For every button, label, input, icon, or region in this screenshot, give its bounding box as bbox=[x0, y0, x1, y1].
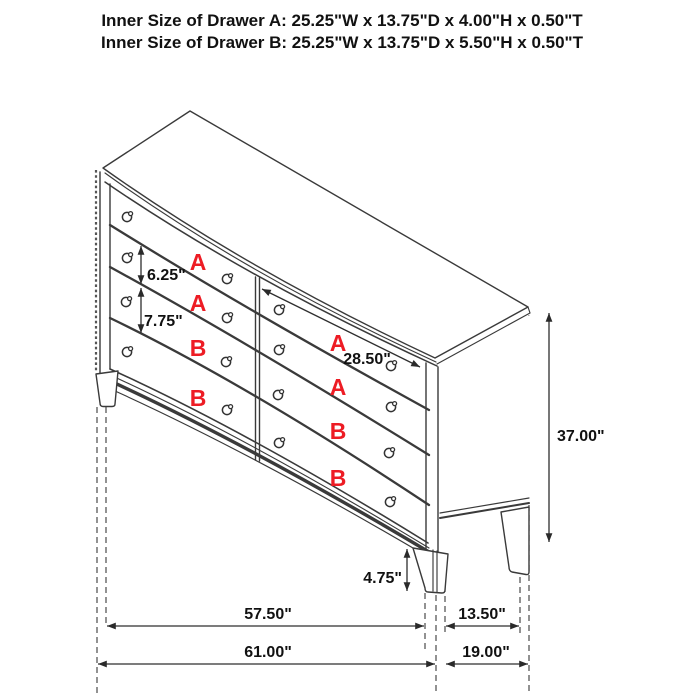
drawer-letter-right-4: B bbox=[329, 465, 347, 491]
dim-leg-span-depth bbox=[446, 606, 519, 626]
drawer-letter-left-3: B bbox=[189, 335, 207, 361]
front-left-leg bbox=[96, 371, 118, 407]
drawer-knob bbox=[386, 402, 396, 412]
title-line-drawer-b: Inner Size of Drawer B: 25.25"W x 13.75"D x 5.50"H x 0.50"T bbox=[100, 33, 584, 52]
dim-drawer-a-height bbox=[141, 246, 186, 284]
dim-label-13-50: 13.50" bbox=[458, 606, 506, 623]
drawer-knob bbox=[122, 347, 132, 357]
skirt-bottom-edge bbox=[104, 386, 430, 558]
drawer-knob bbox=[221, 357, 231, 367]
dresser-drawing bbox=[96, 111, 530, 593]
dim-label-4-75: 4.75" bbox=[363, 570, 402, 587]
dim-label-37-00: 37.00" bbox=[557, 428, 605, 445]
drawer-knob bbox=[222, 274, 232, 284]
dim-leg-height bbox=[363, 549, 407, 591]
dim-overall-height bbox=[549, 313, 605, 542]
drawer-knob bbox=[274, 305, 284, 315]
drawer-letter-right-3: B bbox=[329, 418, 347, 444]
drawer-knob bbox=[273, 390, 283, 400]
drawer-knob bbox=[122, 253, 132, 263]
drawer-knob bbox=[121, 297, 131, 307]
drawer-letter-right-2: A bbox=[329, 374, 347, 400]
dim-label-28-50: 28.50" bbox=[343, 351, 391, 368]
dim-label-7-75: 7.75" bbox=[144, 313, 183, 330]
drawer-letter-left-4: B bbox=[189, 385, 207, 411]
drawer-knob bbox=[274, 345, 284, 355]
dim-label-57-50: 57.50" bbox=[244, 606, 292, 623]
drawer-letter-left-1: A bbox=[189, 249, 207, 275]
dim-leg-span-width bbox=[107, 606, 424, 626]
title-line-drawer-a: Inner Size of Drawer A: 25.25"W x 13.75"D x 4.00"H x 0.50"T bbox=[101, 11, 583, 30]
back-right-leg bbox=[501, 507, 529, 575]
drawer-knob bbox=[384, 448, 394, 458]
drawer-letter-left-2: A bbox=[189, 290, 207, 316]
front-right-leg bbox=[413, 548, 448, 593]
dim-label-6-25: 6.25" bbox=[147, 267, 186, 284]
bottom-rail-heavy-line bbox=[106, 379, 429, 552]
drawer-knob bbox=[122, 212, 132, 222]
drawer-letter-right-1: A bbox=[329, 330, 347, 356]
drawer-knob bbox=[274, 438, 284, 448]
dim-label-61-00: 61.00" bbox=[244, 644, 292, 661]
title-block bbox=[101, 11, 584, 52]
dim-label-19-00: 19.00" bbox=[462, 644, 510, 661]
dim-overall-depth bbox=[446, 644, 528, 664]
drawer-knob bbox=[222, 405, 232, 415]
drawer-knob bbox=[222, 313, 232, 323]
drawer-knob bbox=[385, 497, 395, 507]
dim-overall-width bbox=[98, 644, 435, 664]
